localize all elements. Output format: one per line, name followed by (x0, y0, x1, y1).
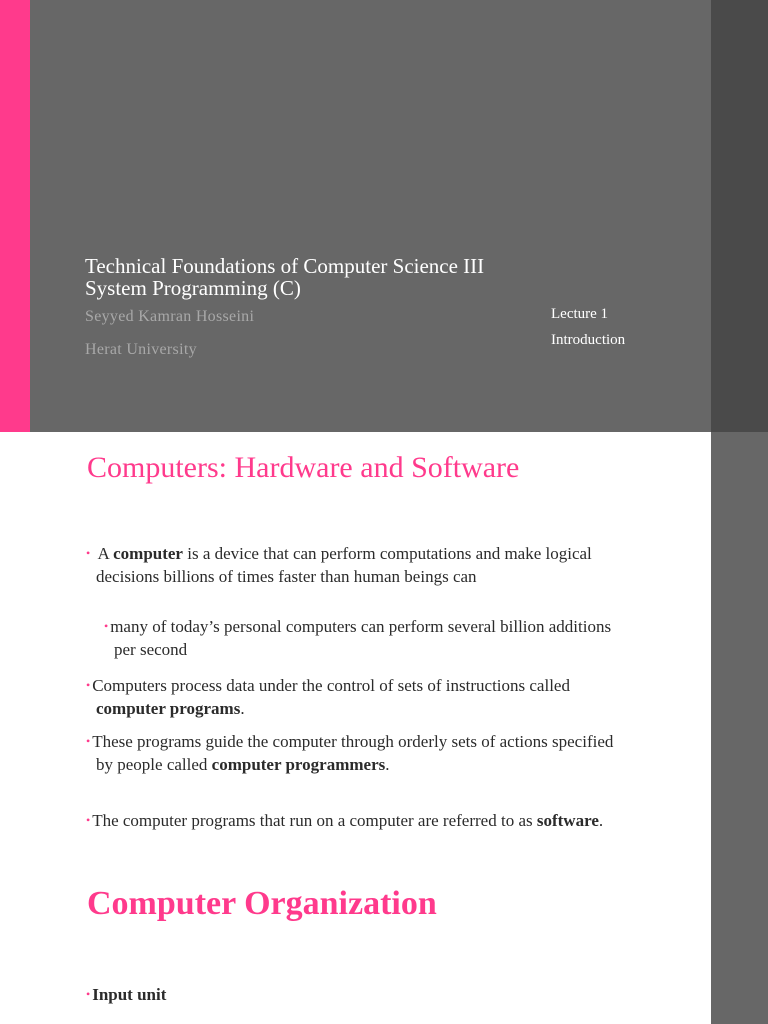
course-title: Technical Foundations of Computer Science III (85, 254, 485, 278)
sub-bullet-item (104, 615, 634, 661)
slide-computer-organization (0, 866, 768, 1024)
bullet-text: many of today’s personal computers can perform several billion additions per second (110, 617, 612, 659)
bullet-text: The computer programs that run on a computer are referred to as (92, 811, 537, 830)
bullet-icon: • (86, 678, 91, 692)
bullet-text: Computers process data under the control of sets of instructions called (92, 676, 570, 695)
bullet-item (86, 809, 626, 833)
bullet-bold-term: computer programmers (211, 754, 386, 774)
bullet-text: . (240, 698, 245, 718)
bullet-item (86, 542, 626, 588)
slide-hardware-software (0, 432, 768, 866)
bullet-bold-term: Input unit (92, 985, 167, 1004)
bullet-bold-term: software (536, 811, 599, 830)
bullet-bold-term: computer programs (96, 698, 241, 718)
course-subtitle: System Programming (C) (85, 276, 301, 300)
bullet-text: These programs guide the computer through orderly sets of actions specified by people called (92, 732, 614, 774)
bullet-bold-term: computer (113, 544, 183, 563)
bullet-item (86, 674, 626, 720)
author-name: Seyyed Kamran Hosseini (85, 308, 255, 325)
bullet-icon: • (86, 546, 91, 560)
bullet-text: is a device that can perform computations and make logical decisions billions of times faster than human beings can (96, 544, 592, 586)
side-bar (711, 0, 768, 432)
side-bar (711, 866, 768, 1024)
bullet-text: A (97, 544, 114, 563)
accent-bar (0, 0, 30, 432)
lecture-number: Lecture 1 (551, 306, 609, 322)
bullet-item (86, 983, 626, 1007)
bullet-icon: • (86, 987, 91, 1001)
institution-name: Herat University (85, 341, 197, 358)
bullet-item (86, 730, 626, 776)
title-slide (0, 0, 768, 432)
bullet-icon: • (86, 734, 91, 748)
side-bar (711, 432, 768, 866)
lecture-topic: Introduction (551, 332, 626, 348)
bullet-text: . (385, 754, 390, 774)
bullet-text: . (598, 811, 604, 830)
slide-heading: Computer Organization (87, 885, 437, 922)
slide-heading: Computers: Hardware and Software (87, 451, 520, 484)
bullet-icon: • (86, 813, 91, 827)
bullet-icon: • (104, 619, 109, 633)
